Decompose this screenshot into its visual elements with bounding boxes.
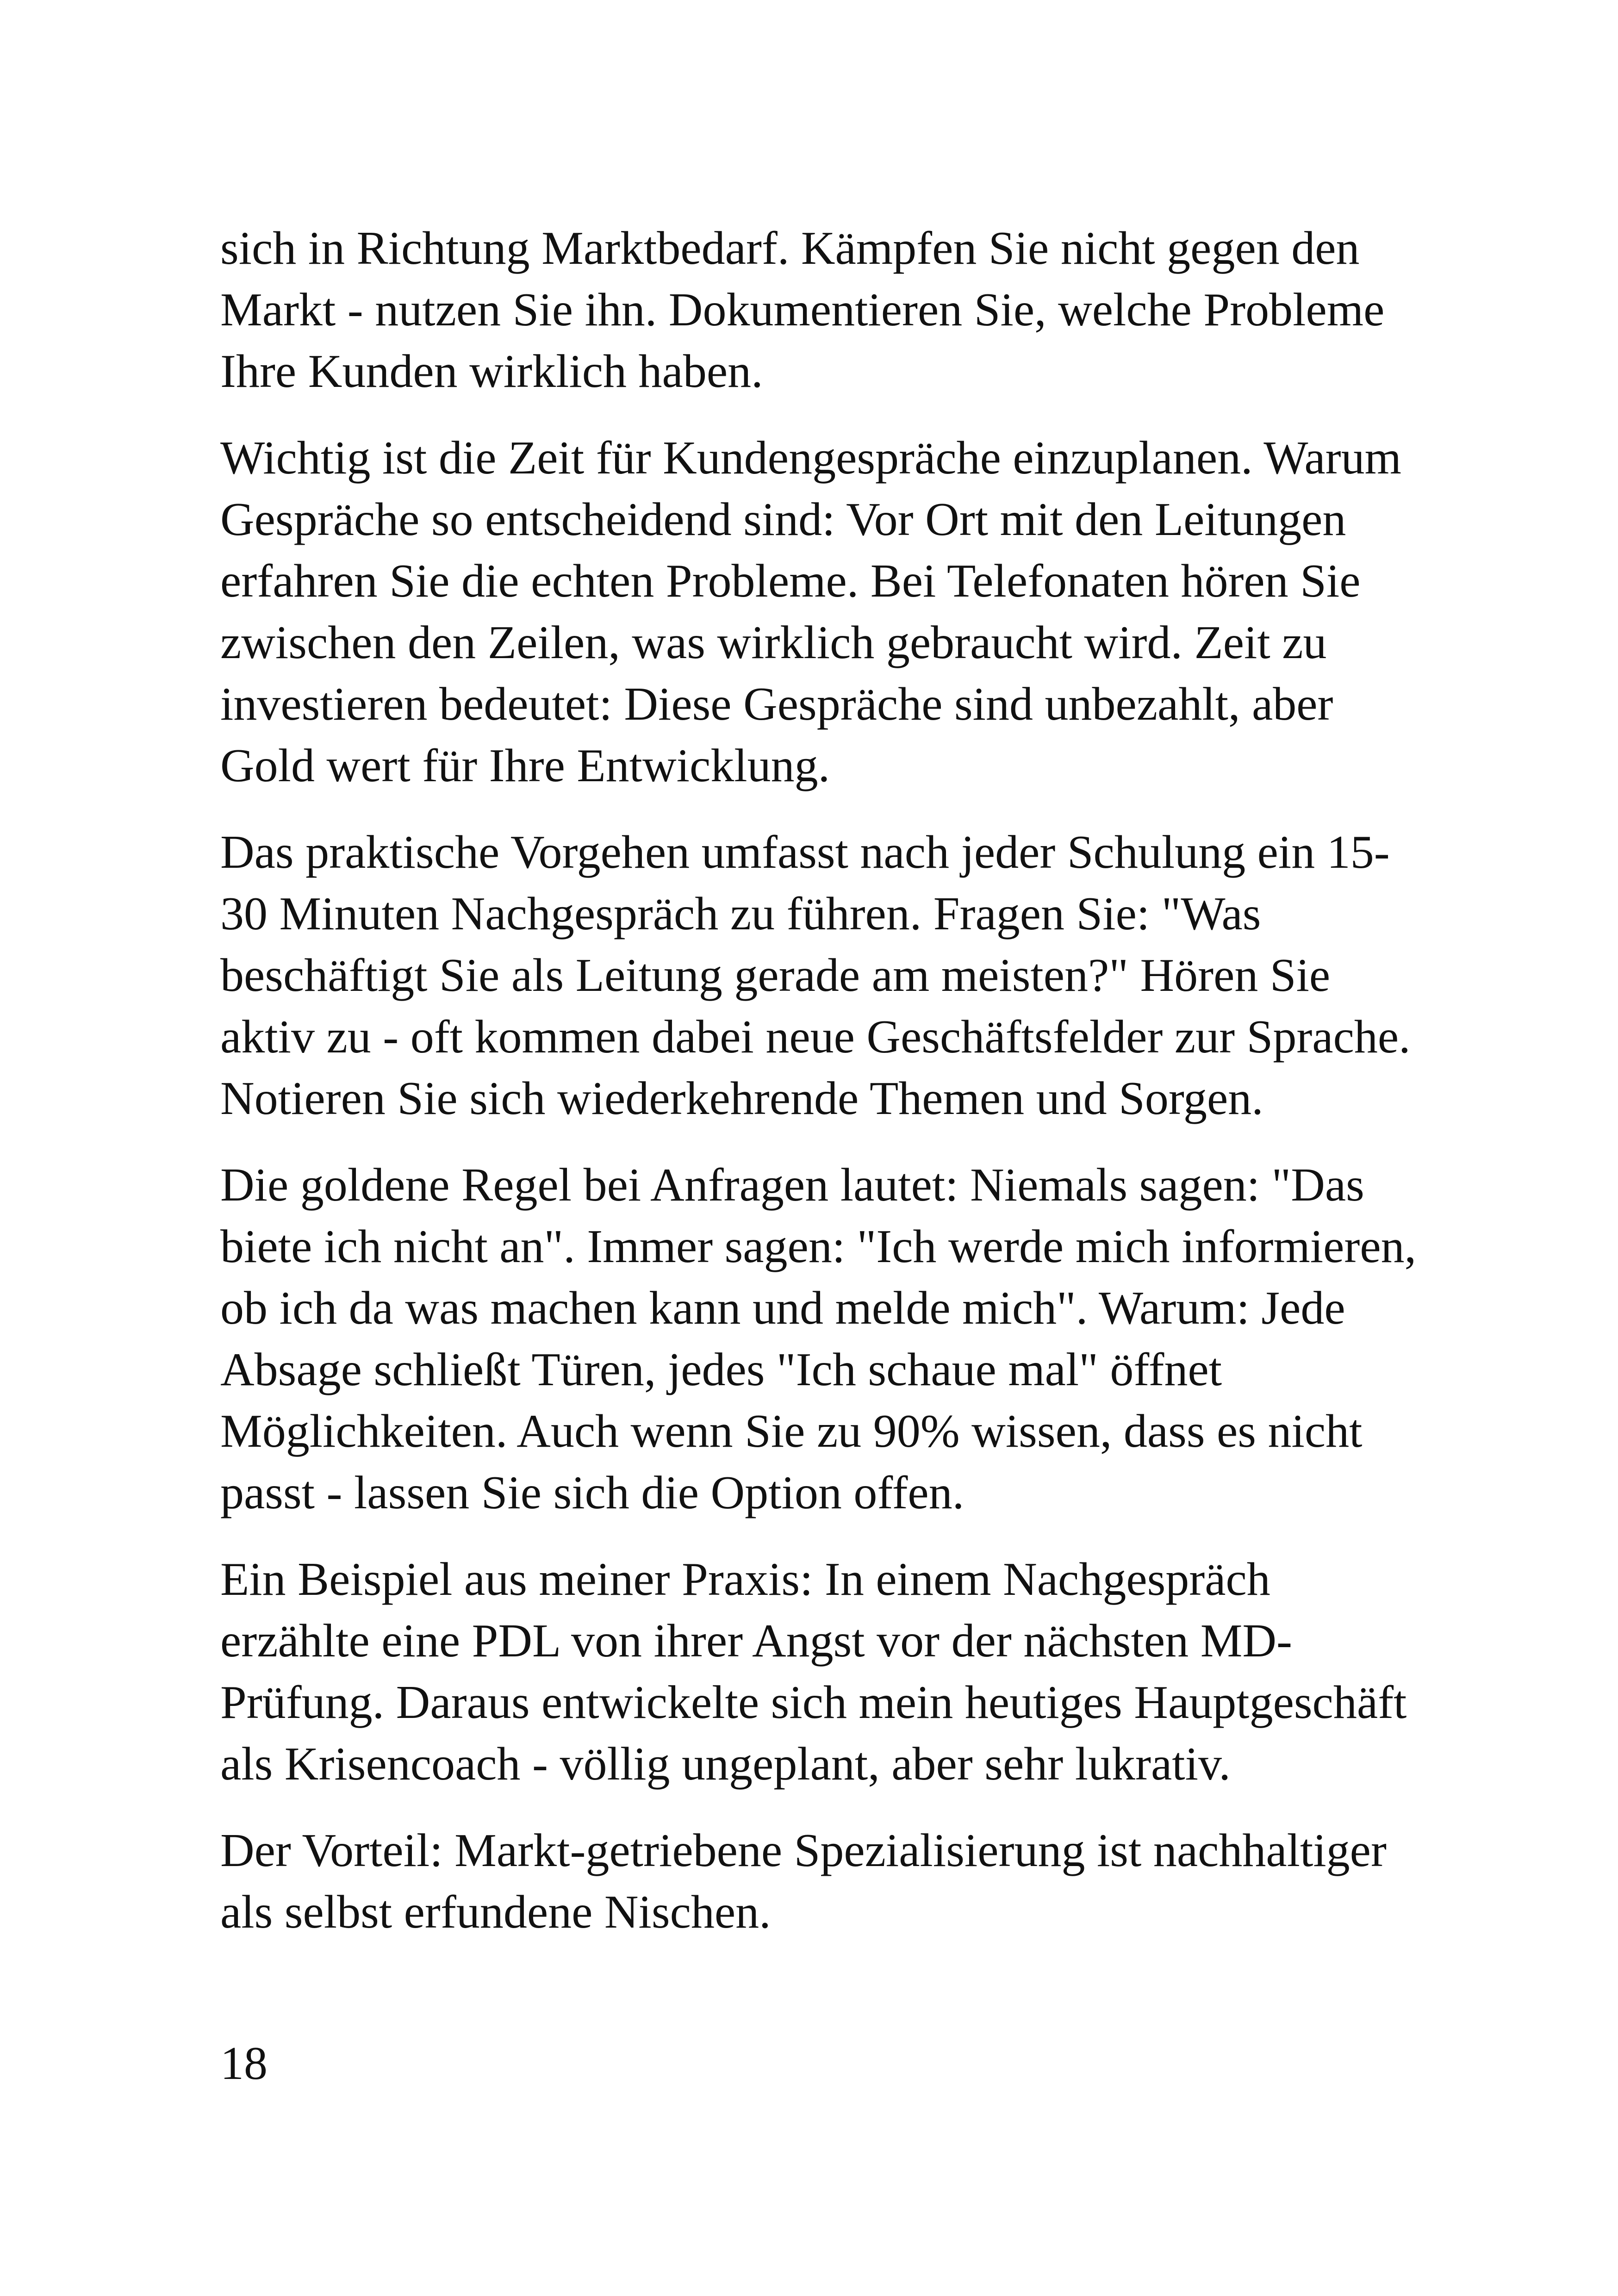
text-line: Markt - nutzen Sie ihn. Dokumentieren Sie, welche Probleme <box>220 284 1385 336</box>
text-line: Ein Beispiel aus meiner Praxis: In einem Nachgespräch <box>220 1553 1270 1605</box>
text-line: beschäftigt Sie als Leitung gerade am meisten?" Hören Sie <box>220 949 1331 1002</box>
text-line: passt - lassen Sie sich die Option offen. <box>220 1467 965 1519</box>
page-number: 18 <box>220 2037 268 2090</box>
text-line: erfahren Sie die echten Probleme. Bei Telefonaten hören Sie <box>220 555 1361 607</box>
paragraph <box>220 1820 1414 1943</box>
paragraph <box>220 1154 1417 1524</box>
text-line: Notieren Sie sich wiederkehrende Themen und Sorgen. <box>220 1072 1263 1125</box>
text-line: Möglichkeiten. Auch wenn Sie zu 90% wissen, dass es nicht <box>220 1405 1363 1457</box>
text-line: Gespräche so entscheidend sind: Vor Ort mit den Leitungen <box>220 493 1346 546</box>
text-line: sich in Richtung Marktbedarf. Kämpfen Sie nicht gegen den <box>220 222 1360 274</box>
text-line: 30 Minuten Nachgespräch zu führen. Fragen Sie: "Was <box>220 888 1261 940</box>
paragraph <box>220 821 1414 1129</box>
text-line: aktiv zu - oft kommen dabei neue Geschäftsfelder zur Sprache. <box>220 1011 1411 1063</box>
text-line: biete ich nicht an". Immer sagen: "Ich werde mich informieren, <box>220 1220 1417 1273</box>
text-line: Wichtig ist die Zeit für Kundengespräche einzuplanen. Warum <box>220 432 1401 484</box>
text-line: Prüfung. Daraus entwickelte sich mein heutiges Hauptgeschäft <box>220 1676 1407 1729</box>
text-line: Ihre Kunden wirklich haben. <box>220 345 763 398</box>
text-line: Das praktische Vorgehen umfasst nach jeder Schulung ein 15- <box>220 826 1390 878</box>
text-line: ob ich da was machen kann und melde mich". Warum: Jede <box>220 1282 1345 1334</box>
text-line: Der Vorteil: Markt-getriebene Spezialisierung ist nachhaltiger <box>220 1824 1387 1877</box>
text-line: erzählte eine PDL von ihrer Angst vor der nächsten MD- <box>220 1615 1293 1667</box>
paragraph <box>220 427 1414 796</box>
text-line: zwischen den Zeilen, was wirklich gebraucht wird. Zeit zu <box>220 616 1327 669</box>
text-line: als selbst erfundene Nischen. <box>220 1886 771 1938</box>
paragraph <box>220 218 1414 402</box>
body-text <box>220 218 1417 1968</box>
text-line: Gold wert für Ihre Entwicklung. <box>220 740 830 792</box>
text-line: Die goldene Regel bei Anfragen lautet: Niemals sagen: "Das <box>220 1159 1364 1211</box>
paragraph <box>220 1549 1414 1795</box>
text-line: als Krisencoach - völlig ungeplant, aber sehr lukrativ. <box>220 1738 1231 1790</box>
text-line: Absage schließt Türen, jedes "Ich schaue mal" öffnet <box>220 1344 1222 1396</box>
text-line: investieren bedeutet: Diese Gespräche sind unbezahlt, aber <box>220 678 1333 730</box>
